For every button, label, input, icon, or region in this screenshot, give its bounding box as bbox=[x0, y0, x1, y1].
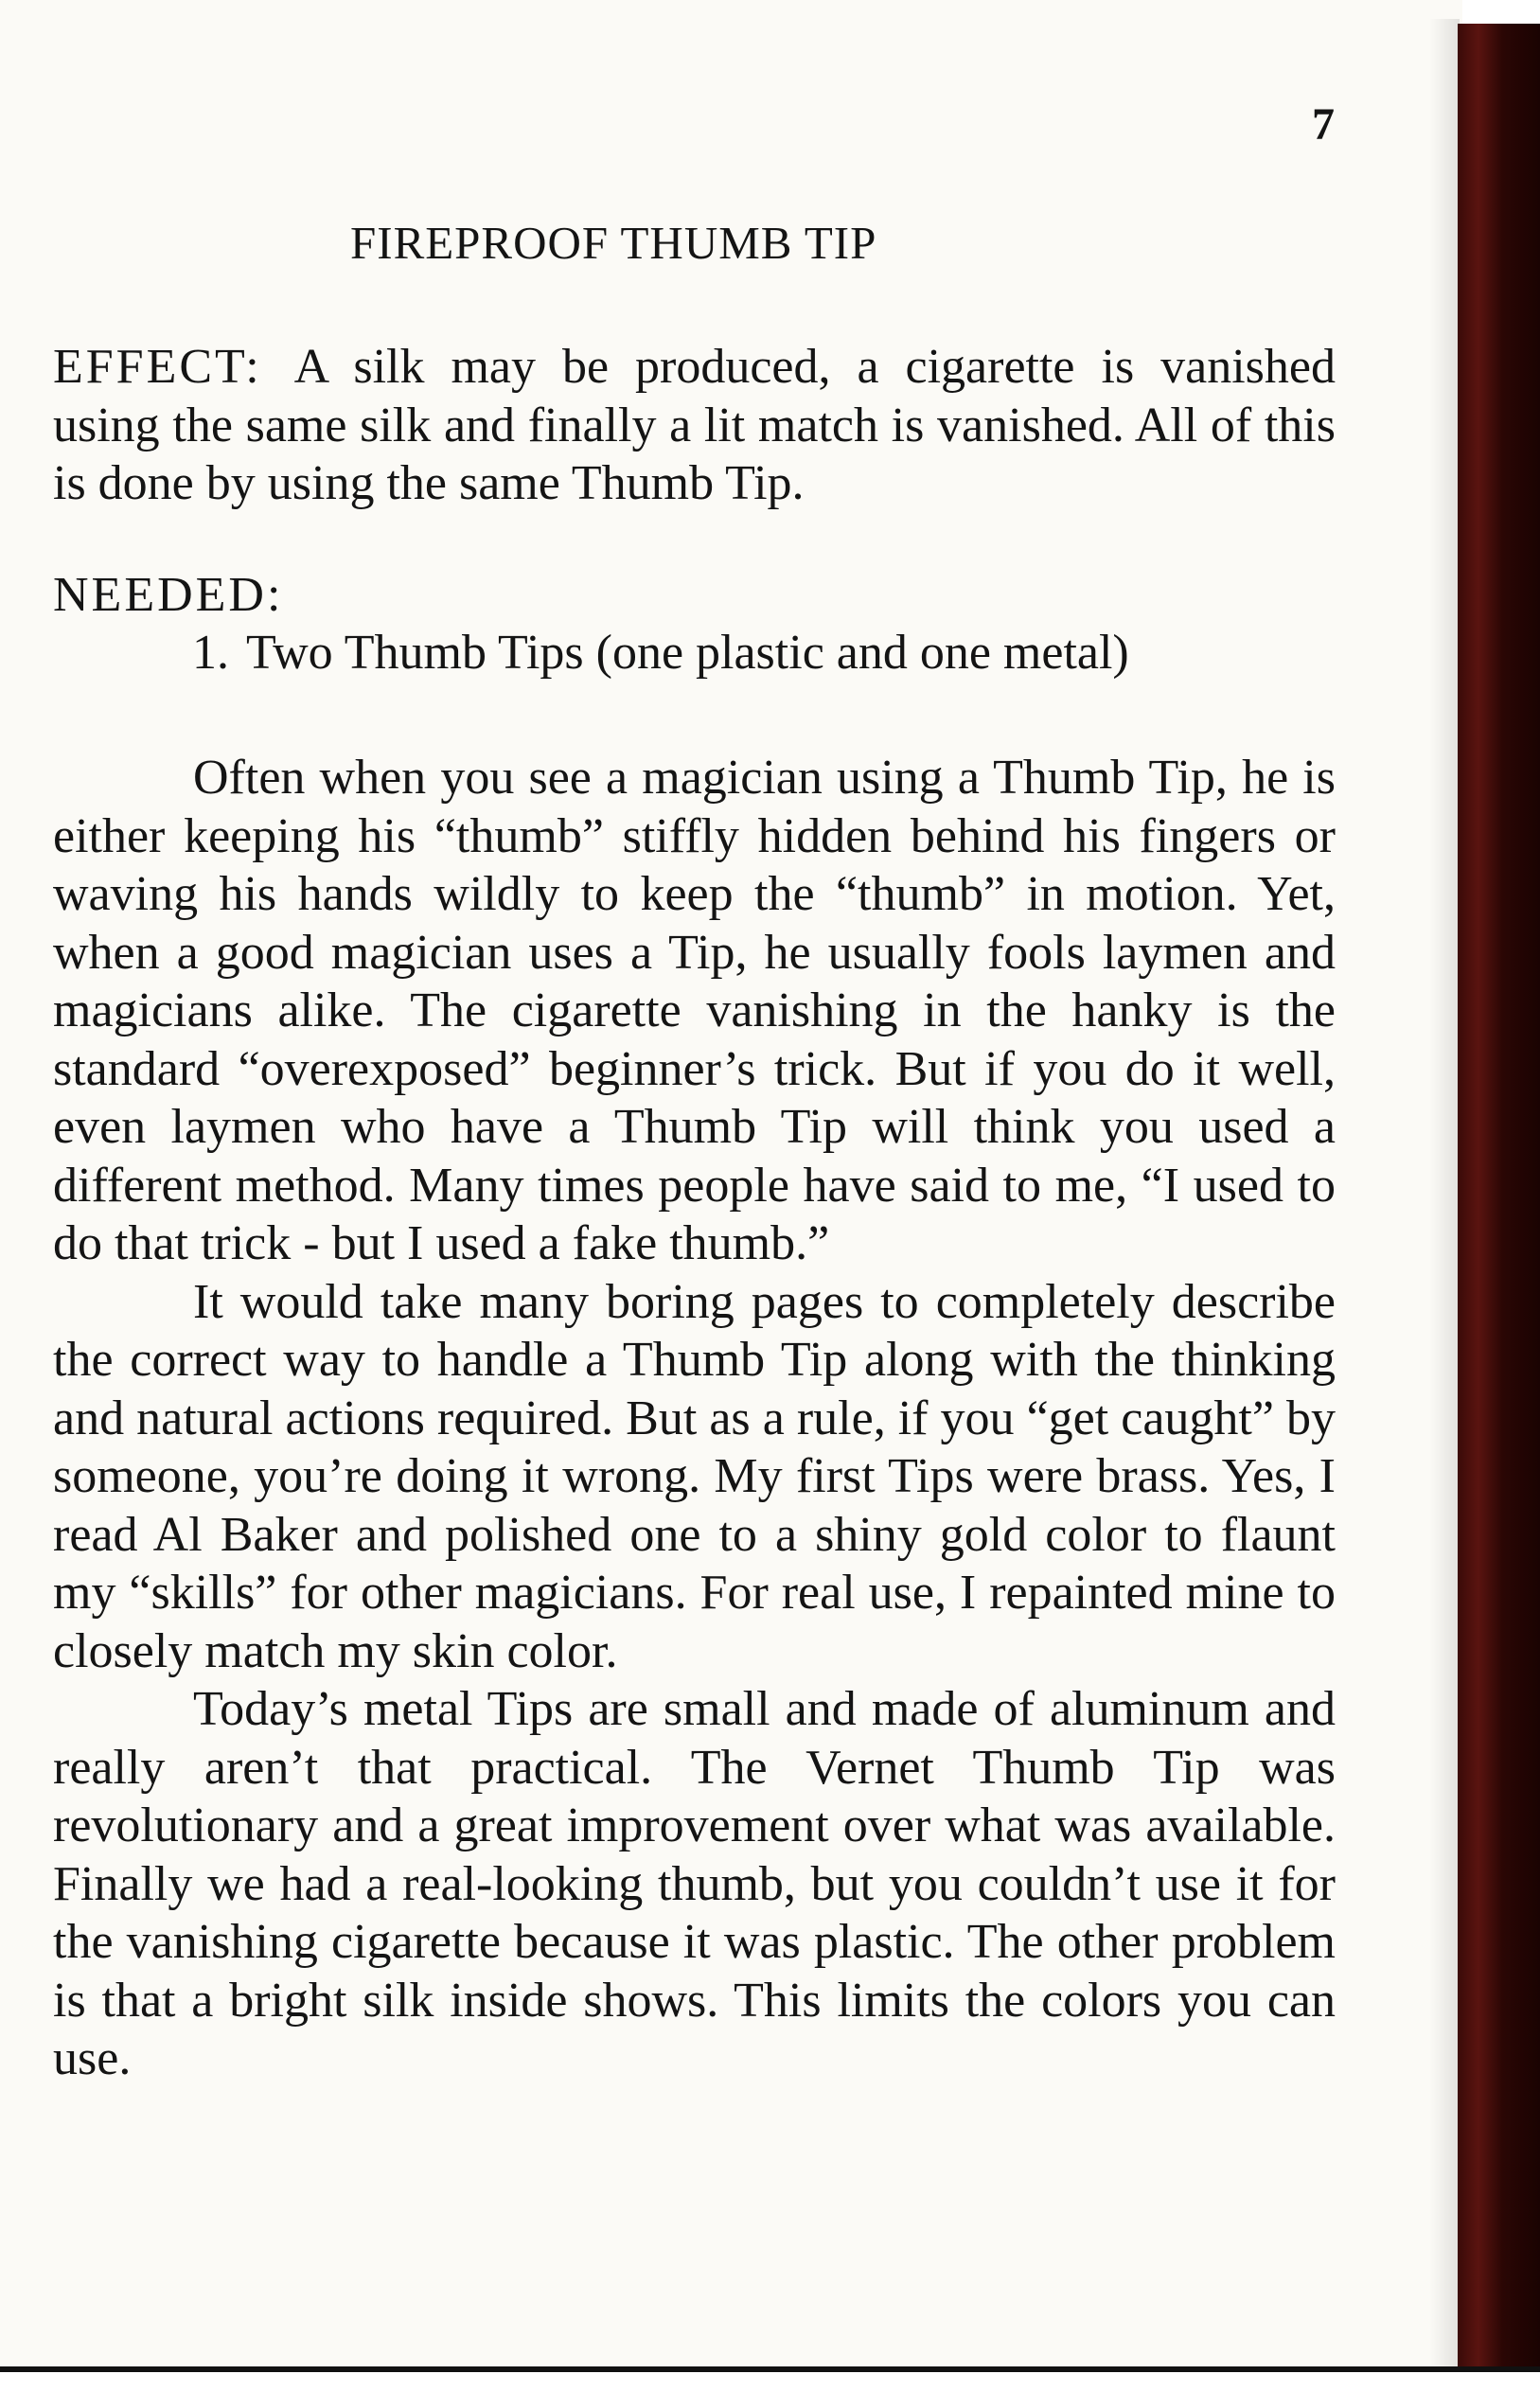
needed-label: NEEDED: bbox=[53, 568, 284, 622]
body-text bbox=[53, 749, 1336, 2088]
page-number: 7 bbox=[1312, 99, 1335, 150]
section-title: FIREPROOF THUMB TIP bbox=[350, 217, 877, 269]
needed-list-item bbox=[192, 626, 1129, 680]
needed-item-number: 1. bbox=[192, 626, 229, 680]
effect-label: EFFECT: bbox=[53, 340, 262, 394]
effect-text: A silk may be produced, a cigarette is vanished using the same silk and finally a lit match is vanished. All of this is done by using the same Thumb Tip. bbox=[53, 340, 1336, 510]
needed-item-text: Two Thumb Tips (one plastic and one metal) bbox=[246, 626, 1129, 680]
effect-paragraph bbox=[53, 338, 1336, 513]
body-paragraph: It would take many boring pages to completely describe the correct way to handle a Thumb Tip along with the thinking and natural actions required. But as a rule, if you “get caught” by someone, you’re doing it wrong. My first Tips were brass. Yes, I read Al Baker and polished one to a shiny gold color to flaunt my “skills” for other magicians. For real use, I repainted mine to closely match my skin color. bbox=[53, 1274, 1336, 1678]
page-gutter-shadow bbox=[1429, 19, 1460, 2371]
page-bottom-edge bbox=[0, 2366, 1540, 2372]
body-paragraph: Today’s metal Tips are small and made of aluminum and really aren’t that practical. The Vernet Thumb Tip was revolutionary and a great improvement over what was available. Finally we had a real-looking thumb, but you couldn’t use it for the vanishing cigarette because it was plastic. The other problem is that a bright silk inside shows. This limits the colors you can use. bbox=[53, 1682, 1336, 2085]
body-paragraph: Often when you see a magician using a Thumb Tip, he is either keeping his “thumb” stiffly hidden behind his fingers or waving his hands wildly to keep the “thumb” in motion. Yet, when a good magician uses a Tip, he usually fools laymen and magicians alike. The cigarette vanishing in the hanky is the standard “overexposed” beginner’s trick. But if you do it well, even laymen who have a Thumb Tip will think you used a different method. Many times people have said to me, “I used to do that trick - but I used a fake thumb.” bbox=[53, 751, 1336, 1270]
book-spine-edge bbox=[1458, 24, 1540, 2371]
